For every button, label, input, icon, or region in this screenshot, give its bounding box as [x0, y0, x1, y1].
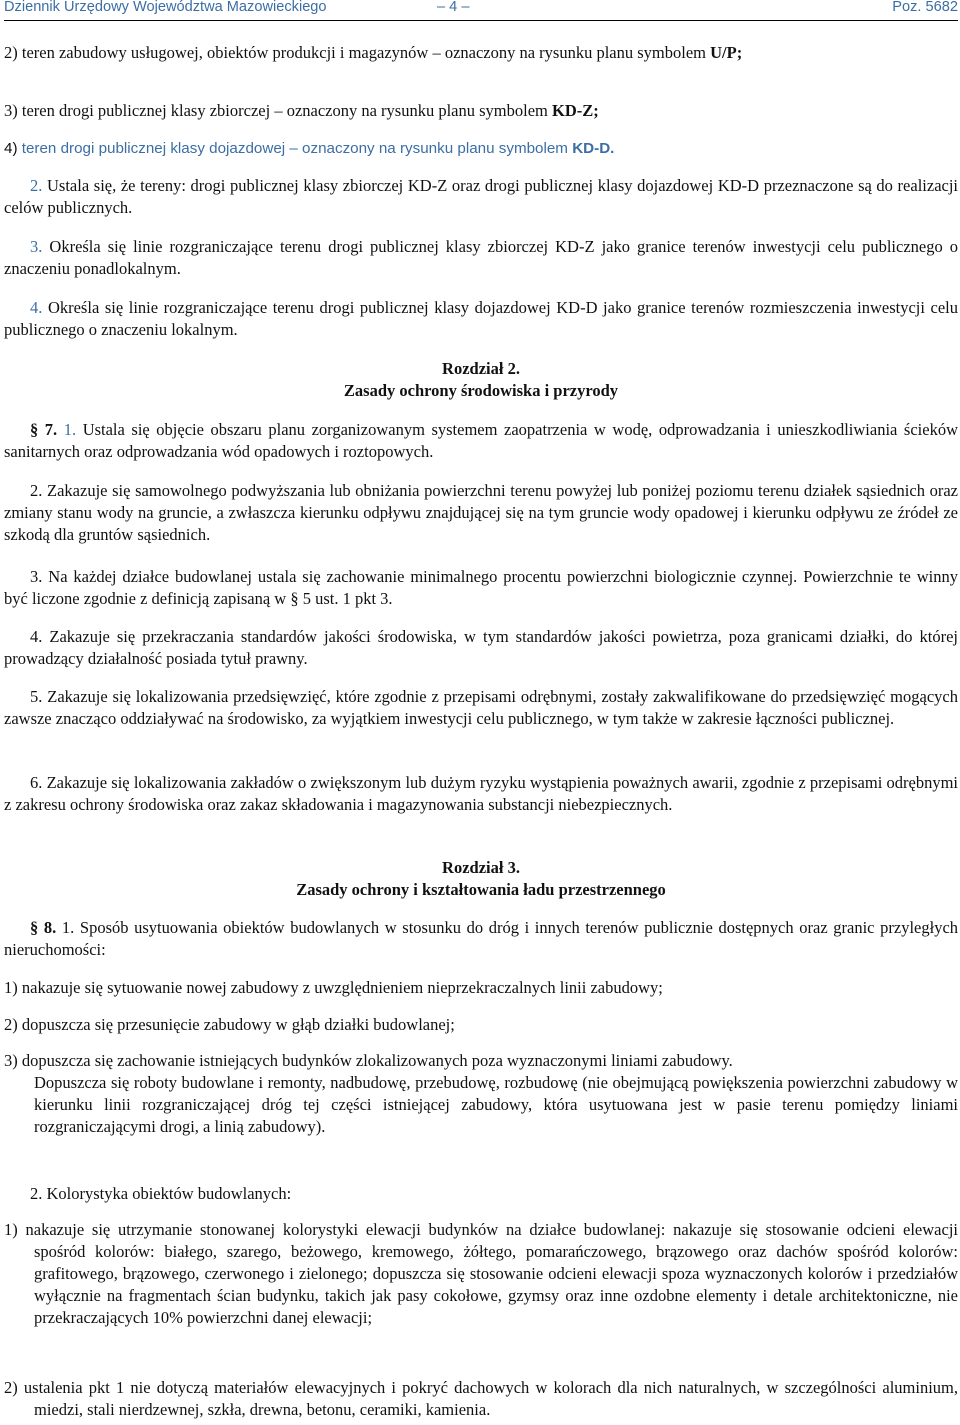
section-7-para-3: 3. Na każdej działce budowlanej ustala się zachowanie minimalnego procentu powierzchni biologicznie czynnej. Powierzchnie te winny być liczone zgodnie z definicją zapisaną w § 5 ust. 1 pkt 3.: [4, 567, 958, 608]
chapter-title: Rozdział 2.: [442, 359, 520, 378]
section-7-para-1: § 7. 1. Ustala się objęcie obszaru planu zorganizowanym systemem zaopatrzenia w wodę, odprowadzania i unieszkodliwiania ścieków sanitarnych oraz odprowadzania wód opadowych i roztopowych.: [4, 420, 958, 461]
list-item: 1) nakazuje się sytuowanie nowej zabudowy z uwzględnieniem nieprzekraczalnych linii zabudowy;: [4, 978, 663, 997]
item-2: 2) teren zabudowy usługowej, obiektów produkcji i magazynów – oznaczony na rysunku planu symbolem U/P;: [4, 43, 743, 62]
section-7-para-6: 6. Zakazuje się lokalizowania zakładów o zwiększonym lub dużym ryzyku wystąpienia poważnych awarii, zgodnie z przepisami odrębnymi z zakresu ochrony środowiska oraz zakaz składowania i magazynowania substancji niebezpiecznych.: [4, 773, 958, 814]
item-continuation: Dopuszcza się roboty budowlane i remonty, nadbudowę, przebudowę, rozbudowę (nie obejmującą powiększenia powierzchni zabudowy w kierunku linii rozgraniczającej dróg tej części istniejącej zabudowy, która usytuowana jest w pasie terenu pomiędzy liniami rozgraniczającymi drogi, a linią zabudowy).: [34, 1073, 958, 1136]
chapter-2-heading: [4, 358, 958, 402]
page-number: – 4 –: [437, 0, 470, 15]
chapter-title: Rozdział 3.: [442, 858, 520, 877]
position-number: Poz. 5682: [892, 0, 958, 15]
page-header: [4, 0, 958, 21]
chapter-subtitle: Zasady ochrony i kształtowania ładu przestrzennego: [296, 880, 666, 899]
section-7-para-5: 5. Zakazuje się lokalizowania przedsięwzięć, które zgodnie z przepisami odrębnymi, zostały zakwalifikowane do przedsięwzięć mogących zawsze znacząco oddziaływać na środowisko, za wyjątkiem inwestycji celu publicznego, w tym także w zakresie łączności publicznej.: [4, 687, 958, 728]
section-7-para-2: 2. Zakazuje się samowolnego podwyższania lub obniżania powierzchni terenu powyżej lub poniżej poziomu terenu działek sąsiednich oraz zmiany stanu wody na gruncie, a zwłaszcza kierunku odpływu znajdującej się na tym gruncie wody opadowej i kierunku odpływu ze źródeł ze szkodą dla gruntów sąsiednich.: [4, 481, 958, 544]
list-item: 1) nakazuje się utrzymanie stonowanej kolorystyki elewacji budynków na działce budowlanej: nakazuje się stosowanie odcieni elewacji spośród kolorów: białego, szarego, beżowego, kremowego, żółtego, pomarańczowego, brązowego oraz dachów spośród kolorów: grafitowego, brązowego, czerwonego i zielonego; dopuszcza się stosowanie odcieni elewacji spoza wyznaczonych kolorów i przedziałów wyłącznie na fragmentach ścian budynku, takich jak pasy cokołowe, gzymsy oraz inne ozdobne elementy i detale architektoniczne, nie przekraczających 10% powierzchni danej elewacji;: [4, 1220, 958, 1327]
section-8-para-1: § 8. 1. Sposób usytuowania obiektów budowlanych w stosunku do dróg i innych terenów publicznie dostępnych oraz granic przyległych nieruchomości:: [4, 918, 959, 959]
list-item: 2) dopuszcza się przesunięcie zabudowy w głąb działki budowlanej;: [4, 1015, 455, 1034]
journal-title: Dziennik Urzędowy Województwa Mazowieckiego: [4, 0, 327, 15]
paragraph-4: 4. Określa się linie rozgraniczające terenu drogi publicznej klasy dojazdowej KD-D jako granice terenów rozmieszczenia inwestycji celu publicznego o znaczeniu lokalnym.: [4, 298, 959, 339]
chapter-3-heading: [4, 857, 958, 901]
list-item: 2) ustalenia pkt 1 nie dotyczą materiałów elewacyjnych i pokryć dachowych w kolorach dla nich naturalnych, w szczególności aluminium, miedzi, stali nierdzewnej, szkła, drewna, betonu, ceramiki, kamienia.: [4, 1378, 959, 1419]
section-7-para-4: 4. Zakazuje się przekraczania standardów jakości środowiska, w tym standardów jakości powietrza, poza granicami działki, do której prowadzący działalność posiada tytuł prawny.: [4, 627, 958, 668]
item-3: 3) teren drogi publicznej klasy zbiorczej – oznaczony na rysunku planu symbolem KD-Z;: [4, 101, 599, 120]
item-4: 4) teren drogi publicznej klasy dojazdowej – oznaczony na rysunku planu symbolem KD-D.: [4, 140, 615, 157]
chapter-subtitle: Zasady ochrony środowiska i przyrody: [343, 381, 619, 400]
paragraph-3: 3. Określa się linie rozgraniczające terenu drogi publicznej klasy zbiorczej KD-Z jako granice terenów inwestycji celu publicznego o znaczeniu ponadlokalnym.: [4, 237, 958, 278]
paragraph-2: 2. Ustala się, że tereny: drogi publicznej klasy zbiorczej KD-Z oraz drogi publicznej klasy dojazdowej KD-D przeznaczone są do realizacji celów publicznych.: [4, 176, 959, 217]
document-page: [4, 0, 959, 1419]
list-item: 3) dopuszcza się zachowanie istniejących budynków zlokalizowanych poza wyznaczonymi liniami zabudowy. Dopuszcza się roboty budowlane i remonty, nadbudowę, przebudowę, rozbudowę (nie obejmującą powiększenia powierzchni zabudowy w kierunku linii rozgraniczającej dróg tej części istniejącej zabudowy, która usytuowana jest w pasie terenu pomiędzy liniami rozgraniczającymi drogi, a linią zabudowy).: [4, 1051, 958, 1136]
section-8-para-2: 2. Kolorystyka obiektów budowlanych:: [30, 1184, 292, 1203]
